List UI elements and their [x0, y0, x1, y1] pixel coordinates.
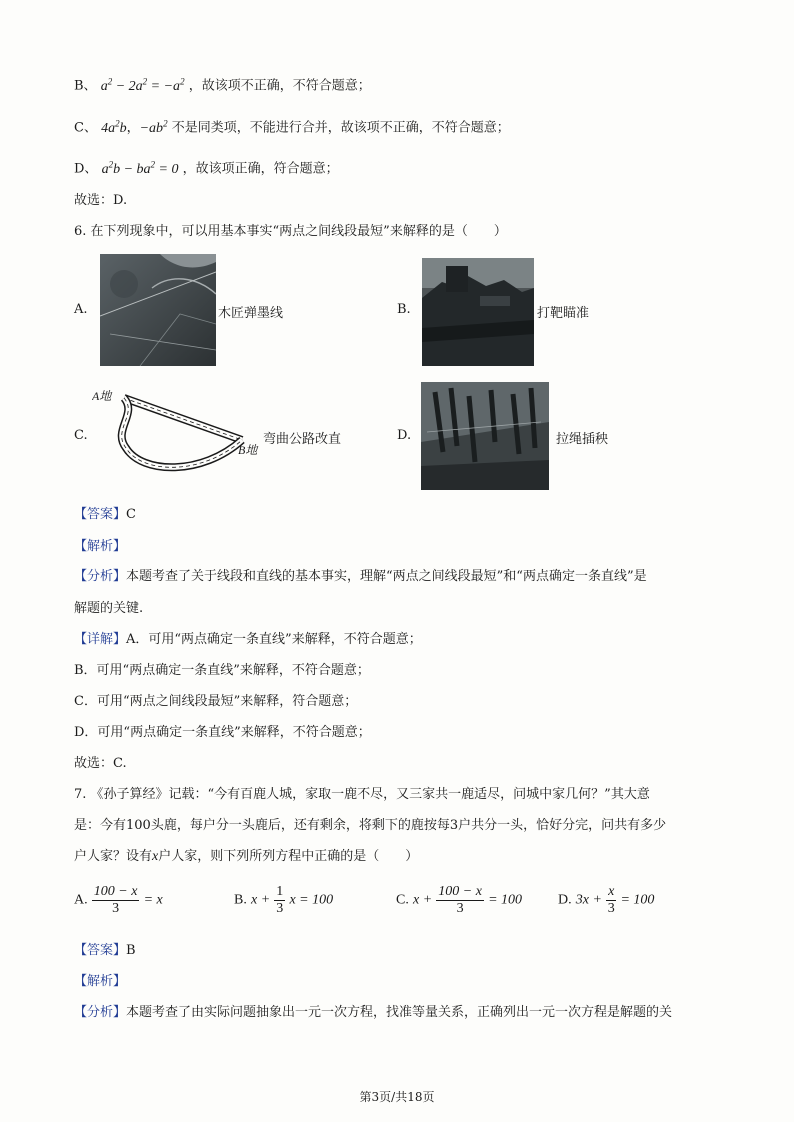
math-expression: $4a^2b$ — [101, 118, 127, 136]
q6-choice: 故选：C. — [74, 756, 127, 771]
question-6-stem: 6. 在下列现象中，可以用基本事实“两点之间线段最短”来解释的是（ ） — [74, 224, 507, 239]
answer-tag: 【答案】 — [74, 943, 127, 958]
math-expression: $a^2 - 2a^2 = -a^2$ — [100, 76, 185, 94]
option-label: B、 — [74, 78, 97, 94]
place-b-label: B地 — [238, 443, 258, 457]
option-label: C、 — [74, 120, 97, 136]
q6-detail-b: B．可用“两点确定一条直线”来解释，不符合题意； — [74, 663, 370, 678]
q6-option-b-label: B. — [397, 302, 411, 317]
answer-value: B — [126, 943, 136, 958]
q6-option-c-caption: 弯曲公路改直 — [263, 432, 342, 447]
prev-choice: 故选：D. — [74, 193, 128, 208]
q6-option-d-label: D. — [397, 428, 412, 443]
q7-option-c: C. x + $\frac{100 - x}{3}$ = 100 — [396, 884, 523, 916]
page-footer: 第3页/共18页 — [359, 1090, 435, 1104]
option-text: ，故该项不正确，不符合题意； — [188, 78, 371, 94]
q6-detail-a: 【详解】A．可用“两点确定一条直线”来解释，不符合题意； — [74, 632, 422, 647]
q6-answer — [74, 506, 136, 524]
analysis-tag: 【分析】 — [74, 569, 127, 584]
q6-detail-d: D．可用“两点确定一条直线”来解释，不符合题意； — [74, 725, 371, 740]
target-aiming-photo — [422, 258, 534, 366]
math-expression: $a^2b - ba^2 = 0$ — [101, 159, 179, 177]
q6-option-a-label: A. — [74, 302, 88, 317]
q7-answer — [74, 942, 136, 960]
q6-option-b-caption: 打靶瞄准 — [537, 306, 590, 321]
option-label: D、 — [74, 161, 98, 177]
option-text: ，故该项正确，符合题意； — [182, 161, 339, 177]
option-text: 不是同类项，不能进行合并，故该项不正确，不符合题意； — [171, 120, 510, 136]
question-7-stem-2: 是：今有100头鹿，每户分一头鹿后，还有剩余，将剩下的鹿按每3户共分一头，恰好分完，问共有多少 — [74, 818, 667, 833]
q7-option-d: D. 3x + $\frac{x}{3}$ = 100 — [558, 884, 655, 916]
answer-value: C — [126, 507, 136, 522]
rice-transplanting-photo — [421, 382, 549, 490]
q6-option-a-caption: 木匠弹墨线 — [218, 306, 284, 321]
q7-jiexi-tag: 【解析】 — [74, 974, 127, 989]
prev-option-b — [74, 72, 371, 96]
winding-road-diagram — [92, 384, 268, 488]
question-7-stem-1: 7. 《孙子算经》记载：“今有百鹿人城，家取一鹿不尽，又三家共一鹿适尽，问城中家几何？”其大意 — [74, 787, 650, 802]
analysis-tag: 【分析】 — [74, 1005, 127, 1020]
prev-option-c: C、 $4a^2b$，$-ab^2$ 不是同类项，不能进行合并，故该项不正确，不符合题意； — [74, 118, 510, 136]
question-7-stem-3: 户人家？设有x户人家，则下列所列方程中正确的是（ ） — [74, 849, 419, 864]
q6-analysis-2: 解题的关键. — [74, 601, 144, 616]
prev-option-d — [74, 155, 339, 179]
place-a-label: A地 — [92, 389, 112, 403]
q6-detail-c: C．可用“两点之间线段最短”来解释，符合题意； — [74, 694, 358, 709]
detail-tag: 【详解】 — [74, 632, 127, 647]
q6-jiexi-tag: 【解析】 — [74, 539, 127, 554]
q6-option-d-caption: 拉绳插秧 — [556, 432, 609, 447]
q7-analysis-1: 【分析】本题考查了由实际问题抽象出一元一次方程，找准等量关系，正确列出一元一次方程是解题的关 — [74, 1005, 673, 1020]
q7-option-b: B. x + $\frac{1}{3}$ x = 100 — [234, 884, 334, 916]
math-expression: $-ab^2$ — [139, 118, 168, 136]
q6-analysis-1: 【分析】本题考查了关于线段和直线的基本事实，理解“两点之间线段最短”和“两点确定一条直线”是 — [74, 569, 647, 584]
q7-option-a: A. $\frac{100 - x}{3}$ = x — [74, 884, 163, 916]
answer-tag: 【答案】 — [74, 507, 127, 522]
carpenter-ink-line-photo — [100, 254, 216, 366]
q6-option-c-label: C. — [74, 428, 88, 443]
